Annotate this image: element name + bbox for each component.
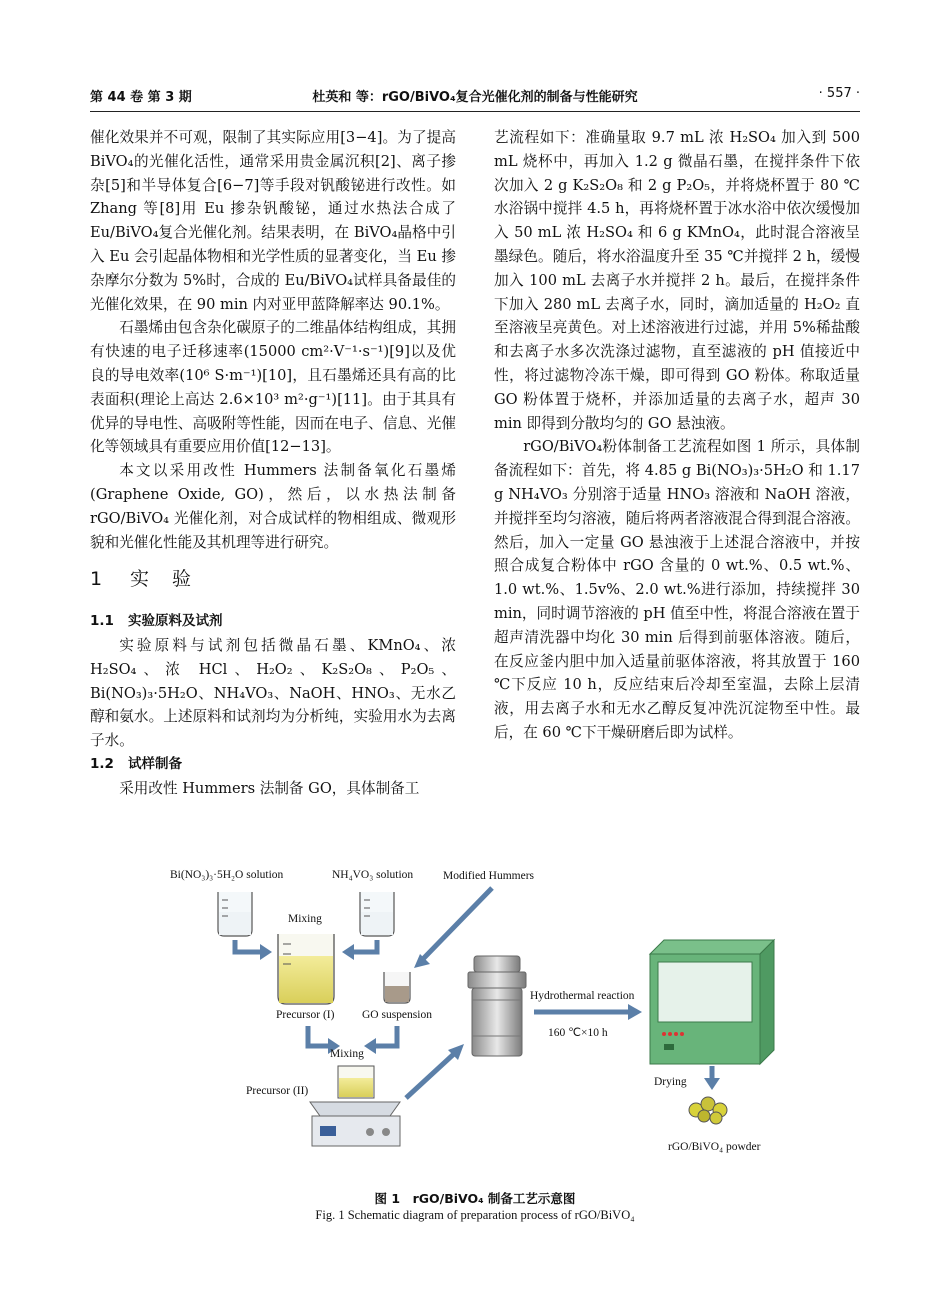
label-go-suspension: GO suspension bbox=[362, 1009, 432, 1021]
paragraph: 本文以采用改性 Hummers 法制备氧化石墨烯(Graphene Oxide, GO)，然后，以水热法制备 rGO/BiVO₄ 光催化剂，对合成试样的物相组成、微观形貌和光催化性能及其机理等进行研究。 bbox=[90, 462, 456, 551]
arrow-head-icon bbox=[364, 1038, 376, 1054]
journal-volume: 第 44 卷 第 3 期 bbox=[90, 90, 192, 105]
label-precursor-2: Precursor (II) bbox=[246, 1085, 309, 1097]
page-number: · 557 · bbox=[818, 86, 860, 101]
label-bi-solution: Bi(NO₃)₃·5H₂O solution bbox=[170, 869, 284, 881]
subsection-number: 1.2 bbox=[90, 755, 114, 772]
left-column bbox=[90, 126, 456, 801]
arrow-head-icon bbox=[628, 1004, 642, 1020]
section-title: 实 验 bbox=[130, 568, 194, 591]
label-nh4vo3-solution: NH₄VO₃ solution bbox=[332, 869, 414, 881]
beaker-bi-icon bbox=[218, 892, 252, 936]
subsection-number: 1.1 bbox=[90, 613, 114, 630]
arrow-icon bbox=[235, 940, 262, 952]
figure-1 bbox=[160, 860, 800, 1160]
arrow-head-icon bbox=[260, 944, 272, 960]
label-mixing-2: Mixing bbox=[330, 1048, 364, 1060]
arrow-icon bbox=[422, 888, 492, 960]
subsection-title: 实验原料及试剂 bbox=[128, 613, 223, 630]
paragraph: rGO/BiVO₄粉体制备工艺流程如图 1 所示，具体制备流程如下：首先，将 4.85 g Bi(NO₃)₃·5H₂O 和 1.17 g NH₄VO₃ 分别溶于适量 HNO₃ 溶液和 NaOH 溶液，并搅拌至均匀溶液，随后将两者溶液混合得到混合溶液。然后，加入一定量 GO 悬浊液于上述混合溶液中，并按照合成复合粉体中 rGO 含量的 0 wt.%、0.5 wt.%、1.0 wt.%、1.5v%、2.0 wt.%进行添加，持续搅拌 30 min，同时调节溶液的 pH 值至中性，将混合溶液在置于超声清洗器中均化 30 min 后得到前驱体溶液。随后，在反应釜内胆中加入适量前驱体溶液，将其放置于 160 ℃下反应 10 h，反应结束后冷却至室温，去除上层清液，用去离子水和无水乙醇反复冲洗沉淀物至中性。最后，在 60 ℃下干燥研磨后即为试样。 bbox=[494, 438, 860, 741]
section-number: 1 bbox=[90, 568, 105, 591]
arrow-icon bbox=[352, 940, 377, 952]
arrow-head-icon bbox=[704, 1078, 720, 1090]
arrow-icon bbox=[374, 1026, 397, 1046]
section-heading bbox=[90, 568, 456, 592]
paragraph: 实验原料与试剂包括微晶石墨、KMnO₄、浓 H₂SO₄、浓 HCl、H₂O₂、K₂S₂O₈、P₂O₅、Bi(NO₃)₃·5H₂O、NH₄VO₃、NaOH、HNO₃、无水乙醇和氨水。上述原料和试剂均为分析纯，实验用水为去离子水。 bbox=[90, 636, 456, 750]
autoclave-icon bbox=[468, 956, 526, 1056]
beaker-go-icon bbox=[384, 972, 410, 1003]
paragraph: 催化效果并不可观，限制了其实际应用[3−4]。为了提高BiVO₄的光催化活性，通常采用贵金属沉积[2]、离子掺杂[5]和半导体复合[6−7]等手段对钒酸铋进行改性。如 Zhang 等[8]用 Eu 掺杂钒酸铋，通过水热法合成了 Eu/BiVO₄复合光催化剂。结果表明，在 BiVO₄晶格中引入 Eu 会引起晶体物相和光学性质的显著变化，当 Eu 掺杂摩尔分数为 5%时，合成的 Eu/BiVO₄试样具备最佳的光催化效果，在 90 min 内对亚甲蓝降解率达 90.1%。 bbox=[90, 129, 456, 313]
arrow-icon bbox=[308, 1026, 330, 1046]
label-temperature-time: 160 ℃×10 h bbox=[548, 1027, 608, 1039]
figure-caption-en: Fig. 1 Schematic diagram of preparation process of rGO/BiVO₄ bbox=[315, 1208, 635, 1222]
label-powder: rGO/BiVO₄ powder bbox=[668, 1141, 761, 1153]
figure-caption-cn: 图 1 rGO/BiVO₄ 制备工艺示意图 bbox=[374, 1191, 576, 1206]
paragraph: 艺流程如下：准确量取 9.7 mL 浓 H₂SO₄ 加入到 500 mL 烧杯中，再加入 1.2 g 微晶石墨，在搅拌条件下依次加入 2 g K₂S₂O₈ 和 2 g P₂O₅，并将烧杯置于 80 ℃水浴锅中搅拌 4.5 h，再将烧杯置于冰水浴中依次缓慢加入 50 mL 浓 H₂SO₄ 和 6 g KMnO₄，此时混合溶液呈墨绿色。随后，将水浴温度升至 35 ℃并搅拌 2 h，缓慢加入 100 mL 去离子水并搅拌 2 h。最后，在搅拌条件下加入 280 mL 去离子水，同时，滴加适量的 H₂O₂ 直至溶液呈亮黄色。对上述溶液进行过滤，并用 5%稀盐酸和去离子水多次洗涤过滤物，直至滤液的 pH 值接近中性，将过滤物冷冻干燥，即可得到 GO 粉体。称取适量 GO 粉体置于烧杯，并添加适量的去离子水，超声 30 min 即得到分散均匀的 GO 悬浊液。 bbox=[494, 129, 860, 432]
label-modified-hummers: Modified Hummers bbox=[443, 870, 535, 882]
beaker-nh4vo3-icon bbox=[360, 892, 394, 936]
running-header bbox=[90, 86, 860, 110]
right-column bbox=[494, 126, 860, 745]
running-title: 杜英和 等：rGO/BiVO₄复合光催化剂的制备与性能研究 bbox=[312, 90, 638, 105]
arrow-icon bbox=[406, 1052, 456, 1098]
beaker-precursor-1-icon bbox=[278, 934, 334, 1004]
magnetic-stirrer-icon bbox=[310, 1066, 400, 1146]
powder-icon bbox=[689, 1097, 727, 1124]
subsection-title: 试样制备 bbox=[128, 755, 183, 772]
header-rule bbox=[90, 111, 860, 112]
drying-oven-icon bbox=[650, 940, 774, 1064]
subsection-heading bbox=[90, 610, 456, 634]
arrow-head-icon bbox=[342, 944, 354, 960]
paragraph: 采用改性 Hummers 法制备 GO，具体制备工 bbox=[119, 779, 420, 797]
label-mixing-1: Mixing bbox=[288, 913, 322, 925]
subsection-heading bbox=[90, 753, 456, 777]
label-precursor-1: Precursor (I) bbox=[276, 1009, 335, 1021]
process-diagram bbox=[160, 860, 800, 1160]
paragraph: 石墨烯由包含杂化碳原子的二维晶体结构组成，其拥有快速的电子迁移速率(15000 cm²·V⁻¹·s⁻¹)[9]以及优良的导电效率(10⁶ S·m⁻¹)[10]，且石墨烯还具有高的比表面积(理论上高达 2.6×10³ m²·g⁻¹)[11]。由于其具有优异的导电性、高吸附等性能，因而在电子、信息、光催化等领域具有重要应用价值[12−13]。 bbox=[90, 319, 456, 456]
label-hydrothermal: Hydrothermal reaction bbox=[530, 990, 635, 1002]
label-drying: Drying bbox=[654, 1076, 687, 1088]
